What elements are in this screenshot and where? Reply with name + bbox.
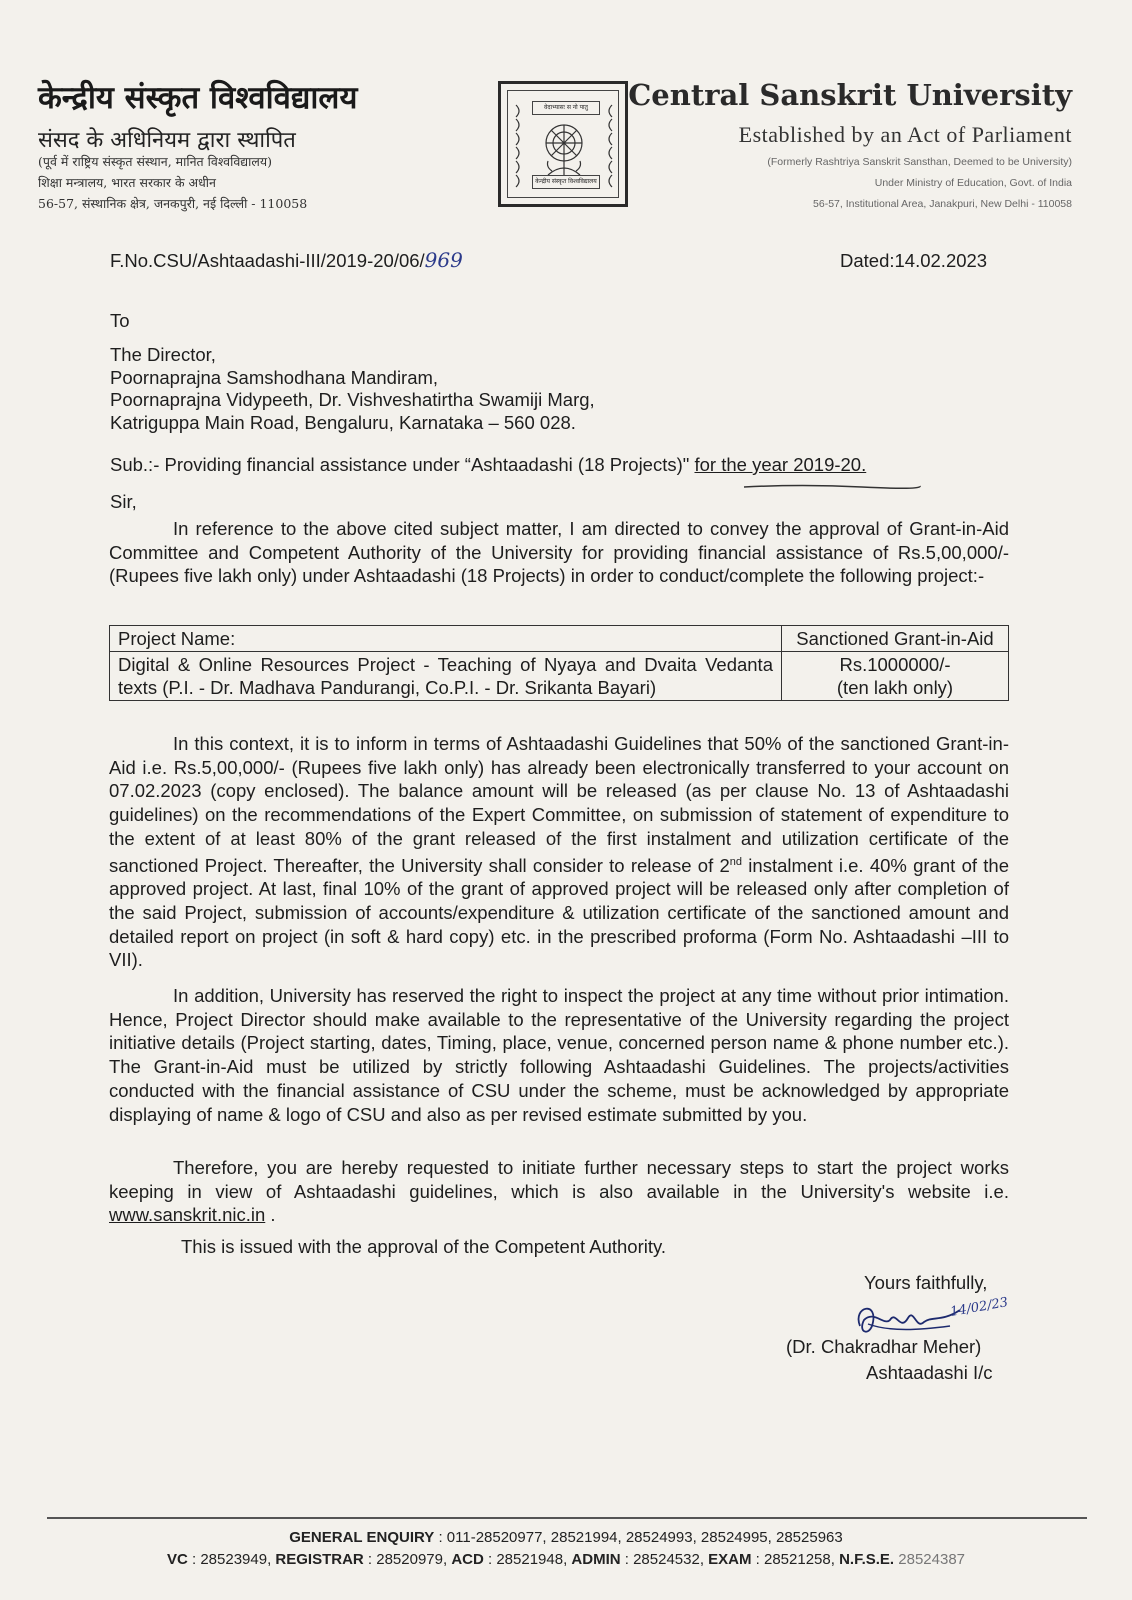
formerly-line-hindi: (पूर्व में राष्ट्रिय संस्कृत संस्थान, मानित विश्वविद्यालय) [38, 154, 272, 169]
footer-value: : 28524532, [620, 1551, 709, 1568]
footer-contacts [0, 1551, 1132, 1568]
footer-general-enquiry [0, 1529, 1132, 1546]
footer-value: : 011-28520977, 28521994, 28524993, 28524995, 28525963 [434, 1529, 843, 1546]
grant-amount-words: (ten lakh only) [836, 677, 954, 698]
address-line: Poornaprajna Samshodhana Mandiram, [110, 366, 439, 388]
footer-label: N.F.S.E. [839, 1551, 895, 1568]
paragraph-part: Therefore, you are hereby requested to initiate further necessary steps to start the project works keeping in view of Ashtaadashi guidelines, which is also available in the University's website i.e. [109, 1157, 1009, 1202]
ordinal-suffix: nd [729, 855, 743, 868]
footer-label: ADMIN [571, 1551, 621, 1568]
subject-year: for the year 2019-20. [694, 454, 867, 475]
subject-text: Sub.:- Providing financial assistance under “Ashtaadashi (18 Projects)" [110, 454, 695, 475]
established-by-act-hindi: संसद के अधिनियम द्वारा स्थापित [38, 128, 296, 153]
university-name-hindi: केन्द्रीय संस्कृत विश्वविद्यालय [38, 80, 358, 116]
footer-value: : 28521948, [483, 1551, 572, 1568]
footer-label: VC [166, 1551, 188, 1568]
subject-line [110, 454, 866, 476]
logo-caption: केन्द्रीय संस्कृत विश्वविद्यालय [532, 175, 600, 189]
website-link[interactable]: www.sanskrit.nic.in [109, 1204, 266, 1226]
signatory-title: Ashtaadashi I/c [866, 1362, 993, 1383]
to-label: To [110, 310, 130, 331]
address-line: The Director, [110, 344, 216, 365]
footer-label: GENERAL ENQUIRY [289, 1529, 435, 1546]
formerly-line-english: (Formerly Rashtriya Sanskrit Sansthan, Deemed to be University) [767, 156, 1072, 168]
address-line: Poornaprajna Vidypeeth, Dr. Vishveshatirtha Swamiji Marg, [110, 389, 595, 410]
file-number-printed: F.No.CSU/Ashtaadashi-III/2019-20/06/ [110, 250, 425, 271]
paragraph-part: In this context, it is to inform in terms of Ashtaadashi Guidelines that 50% of the sanctioned Grant-in-Aid i.e. Rs.5,00,000/- (Rupees five lakh only) has already been electronically transferred to your account on 07.02.2023 (copy enclosed). The balance amount will be released (as per clause No. 13 of Ashtaadashi guidelines) on the recommendations of the Expert Committee, on submission of statement of expenditure to the extent of at least 80% of the grant released of the first instalment and utilization certificate of the sanctioned Project. Thereafter, the University shall consider to release of 2 [109, 733, 1009, 876]
footer-label: REGISTRAR [275, 1551, 364, 1568]
footer-value: 28524387 [894, 1551, 965, 1568]
table-row [110, 652, 1009, 701]
paragraph-text: In addition, University has reserved the right to inspect the project at any time without prior intimation. Hence, Project Director should make available to the representative of the University regarding the project initiative details (Project starting, dates, Timing, place, venue, concerned person name & phone number etc.). The Grant-in-Aid must be utilized by strictly following Ashtaadashi Guidelines. The projects/activities conducted with the financial assistance of CSU under the scheme, must be acknowledged by appropriate displaying of name & logo of CSU and also as per revised estimate submitted by you. [109, 985, 1009, 1125]
footer-label: EXAM [708, 1551, 752, 1568]
handwritten-underline-icon [742, 483, 922, 491]
paragraph-request [109, 1156, 1009, 1227]
footer-value: : 28521258, [751, 1551, 840, 1568]
address-line-hindi: 56-57, संस्थानिक क्षेत्र, जनकपुरी, नई दिल्ली - 110058 [38, 196, 308, 211]
address-line-english: 56-57, Institutional Area, Janakpuri, New Delhi - 110058 [813, 198, 1072, 210]
university-name-english: Central Sanskrit University [628, 78, 1072, 112]
footer-value: : 28523949, [187, 1551, 276, 1568]
signatory-name: (Dr. Chakradhar Meher) [786, 1336, 982, 1357]
paragraph-intro [109, 517, 1009, 588]
project-table [109, 625, 1009, 701]
paragraph-text: In reference to the above cited subject matter, I am directed to convey the approval of Grant-in-Aid Committee and Competent Authority of the University for providing financial assistance of Rs.5,00,000/- (Rupees five lakh only) under Ashtaadashi (18 Projects) in order to conduct/complete the following project:- [109, 518, 1009, 587]
paragraph-inspection [109, 984, 1009, 1126]
file-number-handwritten: 969 [424, 248, 463, 272]
grant-cell [782, 652, 1009, 701]
addressee-block [110, 344, 595, 434]
university-logo [498, 81, 628, 207]
footer-divider [47, 1517, 1087, 1519]
paragraph-part: . [265, 1204, 276, 1226]
grant-amount: Rs.1000000/- [839, 654, 951, 675]
ministry-line-hindi: शिक्षा मन्त्रालय, भारत सरकार के अधीन [38, 175, 216, 190]
paragraph-text [109, 1156, 1009, 1227]
salutation: Sir, [110, 491, 137, 512]
table-header-row [110, 626, 1009, 652]
paragraph-instalments [109, 732, 1009, 972]
footer-label: ACD [451, 1551, 484, 1568]
established-by-act-english: Established by an Act of Parliament [738, 122, 1072, 147]
project-name-header: Project Name: [110, 626, 782, 652]
ministry-line-english: Under Ministry of Education, Govt. of India [874, 177, 1072, 189]
paragraph-part: instalment i.e. 40% grant of the approved project. At last, final 10% of the grant of approved project will be released only after completion of the said Project, submission of accounts/expenditure & utilization certificate of the sanctioned amount and detailed report on project (in soft & hard copy) etc. in the prescribed proforma (Form No. Ashtaadashi –III to VII). [109, 854, 1009, 971]
address-line: Katriguppa Main Road, Bengaluru, Karnataka – 560 028. [110, 411, 576, 433]
footer-value: : 28520979, [363, 1551, 452, 1568]
letter-date: Dated:14.02.2023 [840, 250, 988, 271]
file-number [110, 248, 463, 272]
grant-header: Sanctioned Grant-in-Aid [782, 626, 1009, 652]
paragraph-text [109, 732, 1009, 972]
signature-date: 14/02/23 [949, 1295, 1010, 1320]
logo-motto: वेदाभ्यासः स नो पातु [532, 101, 600, 115]
approval-note: This is issued with the approval of the Competent Authority. [181, 1236, 667, 1257]
project-name-cell: Digital & Online Resources Project - Teaching of Nyaya and Dvaita Vedanta texts (P.I. - Dr. Madhava Pandurangi, Co.P.I. - Dr. Srikanta Bayari) [110, 652, 782, 701]
closing: Yours faithfully, [864, 1272, 988, 1293]
